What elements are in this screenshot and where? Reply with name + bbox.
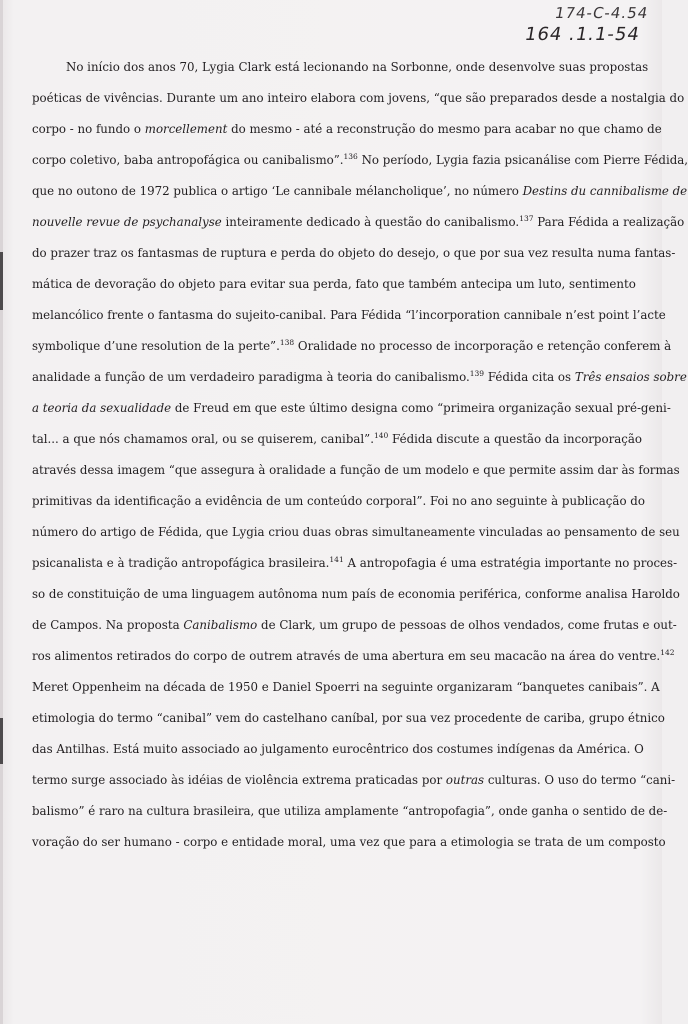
- text-line: [32, 176, 688, 207]
- text-line: [32, 455, 680, 486]
- text-line: [32, 269, 636, 300]
- text-run: ros alimentos retirados do corpo de outrem através de uma abertura em seu macacão na área do ventre.: [32, 649, 661, 663]
- text-run: corpo - no fundo o: [32, 122, 145, 136]
- footnote-ref: 138: [279, 338, 295, 347]
- handwritten-archive-code-bottom: 164 .1.1-54: [523, 24, 642, 45]
- text-run: que no outono de 1972 publica o artigo ‘Le cannibale mélancholique’, no número: [32, 184, 523, 198]
- text-line: [32, 579, 680, 610]
- text-run: symbolique d’une resolution de la perte”.: [32, 339, 280, 353]
- italic-text: Três ensaios sobre: [574, 370, 687, 384]
- text-run: Fédida discute a questão da incorporação: [388, 432, 642, 446]
- text-line: [32, 517, 680, 548]
- text-run: mática de devoração do objeto para evitar sua perda, fato que também antecipa um luto, sentimento: [32, 277, 636, 291]
- italic-text: morcellement: [144, 122, 228, 136]
- footnote-ref: 141: [329, 555, 344, 564]
- page-edge-mark: [0, 252, 3, 310]
- text-run: No período, Lygia fazia psicanálise com Pierre Fédida,: [357, 153, 688, 167]
- text-run: A antropofagia é uma estratégia importante no proces-: [343, 556, 678, 570]
- text-run: primitivas da identificação a evidência de um conteúdo corporal”. Foi no ano seguinte à publicação do: [32, 494, 645, 508]
- text-line: [32, 486, 645, 517]
- text-run: balismo” é raro na cultura brasileira, que utiliza amplamente “antropofagia”, onde ganha o sentido de de-: [32, 804, 668, 818]
- text-run: Para Fédida a realização: [533, 215, 685, 229]
- text-line: [32, 52, 649, 83]
- text-run: poéticas de vivências. Durante um ano inteiro elabora com jovens, “que são preparados desde a nostalgia do: [32, 91, 685, 105]
- text-run: número do artigo de Fédida, que Lygia criou duas obras simultaneamente vinculadas ao pensamento de seu: [32, 525, 680, 539]
- text-run: através dessa imagem “que assegura à oralidade a função de um modelo e que permite assim dar às formas: [32, 463, 680, 477]
- text-line: [32, 548, 678, 579]
- text-line: [32, 796, 668, 827]
- text-run: inteiramente dedicado à questão do canibalismo.: [221, 215, 520, 229]
- italic-text: nouvelle revue de psychanalyse: [32, 215, 222, 229]
- text-run: Fédida cita os: [484, 370, 575, 384]
- text-line: [32, 765, 676, 796]
- text-run: melancólico frente o fantasma do sujeito-canibal. Para Fédida “l’incorporation cannibale n’est point l’acte: [32, 308, 666, 322]
- text-run: analidade a função de um verdadeiro paradigma à teoria do canibalismo.: [32, 370, 470, 384]
- page-binding-edge: [0, 0, 3, 1024]
- page-edge-mark: [0, 718, 3, 764]
- text-run: culturas. O uso do termo “cani-: [484, 773, 676, 787]
- text-run: das Antilhas. Está muito associado ao julgamento eurocêntrico dos costumes indígenas da América. O: [32, 742, 644, 756]
- text-line: [32, 393, 671, 424]
- text-run: No início dos anos 70, Lygia Clark está lecionando na Sorbonne, onde desenvolve suas propostas: [66, 60, 649, 74]
- italic-text: Destins du cannibalisme de: [522, 184, 688, 198]
- footnote-ref: 140: [373, 431, 389, 440]
- text-run: do mesmo - até a reconstrução do mesmo para acabar no que chamo de: [227, 122, 662, 136]
- text-line: [32, 672, 660, 703]
- text-line: [32, 734, 644, 765]
- text-run: de Clark, um grupo de pessoas de olhos vendados, come frutas e out-: [257, 618, 677, 632]
- text-line: [32, 238, 676, 269]
- text-run: de Campos. Na proposta: [32, 618, 184, 632]
- text-run: Meret Oppenheim na década de 1950 e Daniel Spoerri na seguinte organizaram “banquetes canibais”. A: [32, 680, 660, 694]
- text-run: Oralidade no processo de incorporação e retenção conferem à: [294, 339, 672, 353]
- text-line: [32, 641, 675, 672]
- handwritten-archive-code-top: 174-C-4.54: [553, 4, 650, 22]
- footnote-ref: 142: [660, 648, 675, 657]
- text-line: [32, 207, 685, 238]
- text-line: [32, 362, 687, 393]
- text-run: de Freud em que este último designa como “primeira organização sexual pré-geni-: [171, 401, 671, 415]
- text-run: so de constituição de uma linguagem autônoma num país de economia periférica, conforme analisa Haroldo: [32, 587, 680, 601]
- text-line: [32, 827, 666, 858]
- text-line: [32, 424, 642, 455]
- text-run: voração do ser humano - corpo e entidade moral, uma vez que para a etimologia se trata de um composto: [32, 835, 666, 849]
- text-run: corpo coletivo, baba antropofágica ou canibalismo”.: [32, 153, 344, 167]
- text-line: [32, 703, 665, 734]
- text-line: [32, 331, 672, 362]
- footnote-ref: 136: [343, 152, 358, 161]
- italic-text: a teoria da sexualidade: [32, 401, 172, 415]
- text-run: etimologia do termo “canibal” vem do castelhano caníbal, por sua vez procedente de cariba, grupo étnico: [32, 711, 665, 725]
- body-paragraph: [32, 52, 688, 1002]
- italic-text: Canibalismo: [183, 618, 258, 632]
- footnote-ref: 139: [469, 369, 485, 378]
- text-run: tal... a que nós chamamos oral, ou se quiserem, canibal”.: [32, 432, 374, 446]
- text-line: [32, 300, 666, 331]
- footnote-ref: 137: [519, 214, 534, 223]
- text-run: do prazer traz os fantasmas de ruptura e perda do objeto do desejo, o que por sua vez resulta numa fantas-: [32, 246, 676, 260]
- text-line: [32, 83, 685, 114]
- text-run: termo surge associado às idéias de violência extrema praticadas por: [32, 773, 446, 787]
- text-line: [32, 114, 662, 145]
- text-line: [32, 145, 688, 176]
- text-run: psicanalista e à tradição antropofágica brasileira.: [32, 556, 330, 570]
- italic-text: outras: [445, 773, 485, 787]
- text-line: [32, 610, 677, 641]
